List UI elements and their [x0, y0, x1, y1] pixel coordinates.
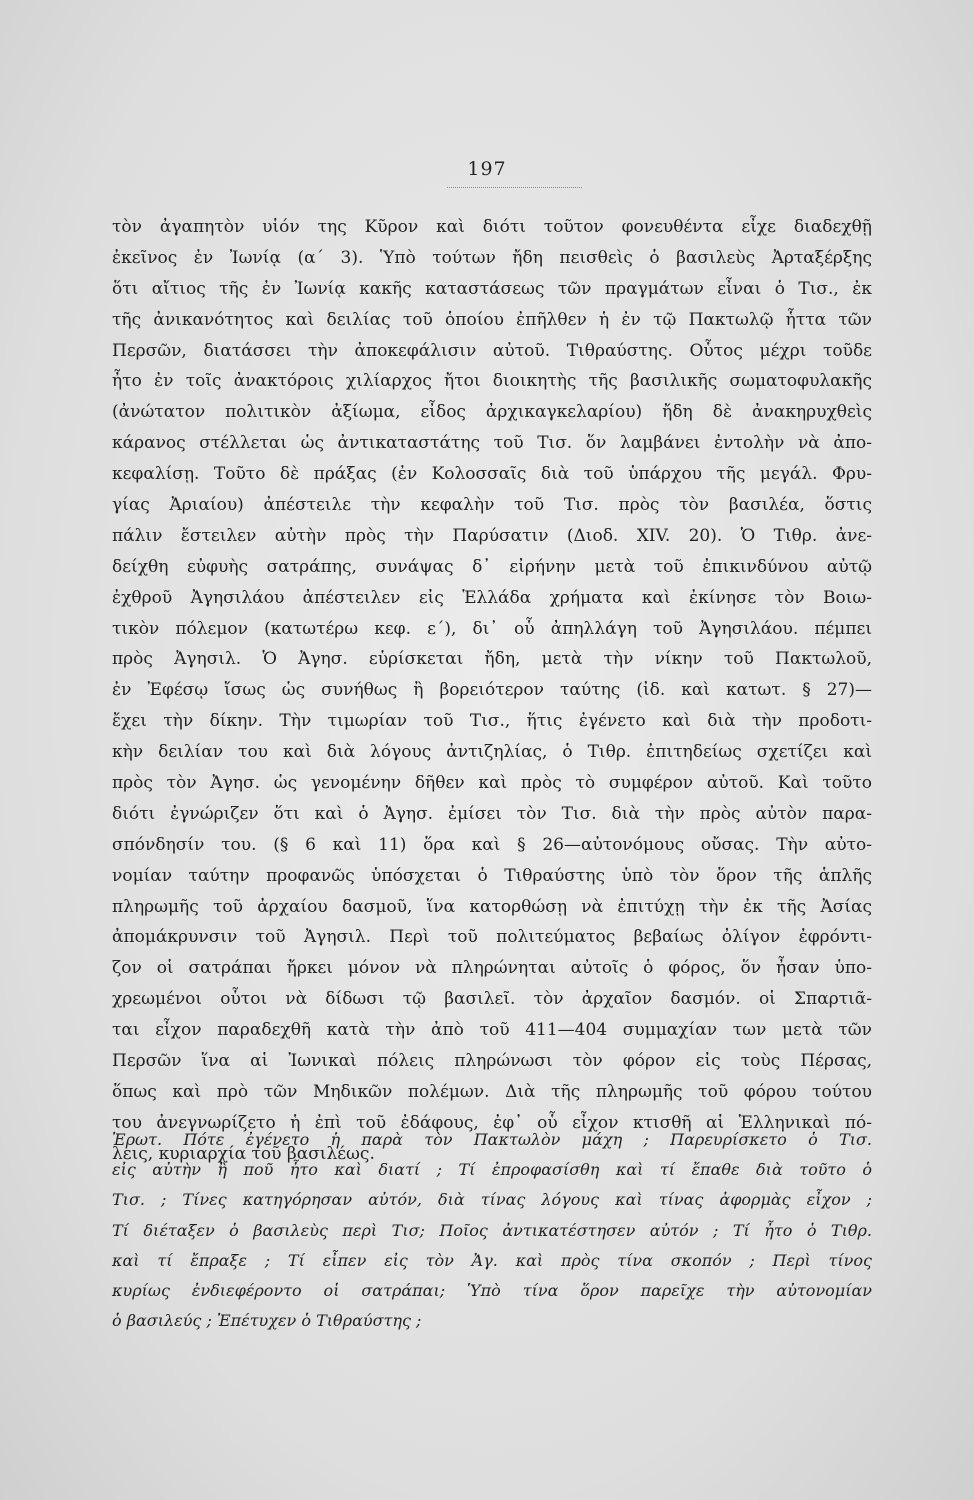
text-line: Περσῶν ἵνα αἱ Ἰωνικαὶ πόλεις πληρώνωσι τὸν φόρον εἰς τοὺς Πέρσας, [112, 1051, 872, 1072]
text-line: κὴν δειλίαν του καὶ διὰ λόγους ἀντιζηλίας, ὁ Τιθρ. ἐπιτηδείως σχετίζει καὶ [112, 742, 872, 763]
text-line: ἀπομάκρυνσιν τοῦ Ἀγησιλ. Περὶ τοῦ πολιτεύματος βεβαίως ὀλίγον ἐφρόντι- [112, 927, 872, 948]
text-line: (ἀνώτατον πολιτικὸν ἀξίωμα, εἶδος ἀρχικαγκελαρίου) ἤδη δὲ ἀνακηρυχθεὶς [112, 402, 872, 423]
text-line: ὅπως καὶ πρὸ τῶν Μηδικῶν πολέμων. Διὰ τῆς πληρωμῆς τοῦ φόρου τούτου [112, 1081, 872, 1102]
main-paragraph [112, 212, 872, 1170]
question-line: καὶ τί ἔπραξε ; Τί εἶπεν εἰς τὸν Ἀγ. καὶ πρὸς τίνα σκοπόν ; Περὶ τίνος [112, 1250, 872, 1270]
text-line: πρὸς τὸν Ἀγησ. ὡς γενομένην δῆθεν καὶ πρὸς τὸ συμφέρον αὐτοῦ. Καὶ τοῦτο [112, 773, 872, 794]
question-line: ὁ βασιλεύς ; Ἐπέτυχεν ὁ Τιθραύστης ; [112, 1311, 422, 1331]
header-rule [447, 187, 582, 188]
page-number: 197 [467, 158, 507, 180]
text-line: τικὸν πόλεμον (κατωτέρω κεφ. ε΄), δι᾽ οὗ ἀπηλλάγη τοῦ Ἀγησιλάου. πέμπει [112, 618, 872, 639]
text-line: ζον οἱ σατράπαι ἤρκει μόνον νὰ πληρώνηται αὐτοῖς ὁ φόρος, ὅν ἦσαν ὑπο- [112, 958, 872, 979]
text-line: χρεωμένοι οὗτοι νὰ δίδωσι τῷ βασιλεῖ. τὸν ἀρχαῖον δασμόν. οἱ Σπαρτιᾶ- [112, 989, 872, 1010]
review-questions [112, 1125, 872, 1336]
text-line: Περσῶν, διατάσσει τὴν ἀποκεφάλισιν αὐτοῦ. Τιθραύστης. Οὗτος μέχρι τοῦδε [112, 340, 872, 361]
text-line: δείχθη εὐφυὴς σατράπης, συνάψας δ᾽ εἰρήνην μετὰ τοῦ ἐπικινδύνου αὐτῷ [112, 556, 872, 577]
text-line: διότι ἐγνώριζεν ὅτι καὶ ὁ Ἀγησ. ἐμίσει τὸν Τισ. διὰ τὴν πρὸς αὐτὸν παρα- [112, 803, 872, 824]
text-line: ὅτι αἴτιος τῆς ἐν Ἰωνίᾳ κακῆς καταστάσεως τῶν πραγμάτων εἶναι ὁ Τισ., ἐκ [112, 278, 872, 299]
text-line: τῆς ἀνικανότητος καὶ δειλίας τοῦ ὁποίου ἐπῆλθεν ἡ ἐν τῷ Πακτωλῷ ἧττα τῶν [112, 309, 872, 330]
text-line: κεφαλίσῃ. Τοῦτο δὲ πράξας (ἐν Κολοσσαῖς διὰ τοῦ ὑπάρχου τῆς μεγάλ. Φρυ- [112, 464, 872, 485]
question-line: Τί διέταξεν ὁ βασιλεὺς περὶ Τισ; Ποῖος ἀντικατέστησεν αὐτόν ; Τί ἦτο ὁ Τιθρ. [112, 1220, 872, 1240]
text-line: γίας Ἀριαίου) ἀπέστειλε τὴν κεφαλὴν τοῦ Τισ. πρὸς τὸν βασιλέα, ὅστις [112, 495, 872, 516]
text-line: ἦτο ἐν τοῖς ἀνακτόροις χιλίαρχος ἤτοι διοικητὴς τῆς βασιλικῆς σωματοφυλακῆς [112, 371, 872, 392]
text-line: ἐκεῖνος ἐν Ἰωνίᾳ (α΄ 3). Ὑπὸ τούτων ἤδη πεισθεὶς ὁ βασιλεὺς Ἀρταξέρξης [112, 247, 872, 268]
text-line: πρὸς Ἀγησιλ. Ὁ Ἀγησ. εὑρίσκεται ἤδη, μετὰ τὴν νίκην τοῦ Πακτωλοῦ, [112, 649, 872, 670]
question-line: Ἐρωτ. Πότε ἐγένετο ἡ παρὰ τὸν Πακτωλὸν μάχη ; Παρευρίσκετο ὁ Τισ. [112, 1130, 872, 1149]
text-line: λεις, κυριαρχία τοῦ βασιλέως. [112, 1143, 375, 1164]
text-line: τὸν ἀγαπητὸν υἱόν της Κῦρον καὶ διότι τοῦτον φονευθέντα εἶχε διαδεχθῇ [112, 217, 872, 237]
text-line: ἐν Ἐφέσῳ ἴσως ὡς συνήθως ἢ βορειότερον ταύτης (ἰδ. καὶ κατωτ. § 27)— [112, 680, 872, 701]
text-line: νομίαν ταύτην προφανῶς ὑπόσχεται ὁ Τιθραύστης ὑπὸ τὸν ὅρον τῆς ἁπλῆς [112, 865, 872, 886]
text-line: ἐχθροῦ Ἀγησιλάου ἀπέστειλεν εἰς Ἑλλάδα χρήματα καὶ ἐκίνησε τὸν Βοιω- [112, 587, 872, 608]
text-line: κάρανος στέλλεται ὡς ἀντικαταστάτης τοῦ Τισ. ὅν λαμβάνει ἐντολὴν νὰ ἀπο- [112, 433, 872, 454]
text-line: ἔχει τὴν δίκην. Τὴν τιμωρίαν τοῦ Τισ., ἥτις ἐγένετο καὶ διὰ τὴν προδοτι- [112, 711, 872, 732]
question-line: Τισ. ; Τίνες κατηγόρησαν αὐτόν, διὰ τίνας λόγους καὶ τίνας ἀφορμὰς εἶχον ; [112, 1190, 872, 1210]
text-line: ται εἶχον παραδεχθῆ κατὰ τὴν ἀπὸ τοῦ 411—404 συμμαχίαν των μετὰ τῶν [112, 1020, 872, 1041]
question-line: κυρίως ἐνδιεφέροντο οἱ σατράπαι; Ὑπὸ τίνα ὅρον παρεῖχε τὴν αὐτονομίαν [112, 1280, 872, 1300]
text-line: σπόνδησίν του. (§ 6 καὶ 11) ὅρα καὶ § 26—αὐτονόμους οὔσας. Τὴν αὐτο- [112, 834, 872, 855]
text-line: πάλιν ἔστειλεν αὐτὴν πρὸς τὴν Παρύσατιν (Διοδ. XIV. 20). Ὁ Τιθρ. ἀνε- [112, 525, 872, 546]
text-line: πληρωμῆς τοῦ ἀρχαίου δασμοῦ, ἵνα κατορθώσῃ νὰ ἐπιτύχῃ τὴν ἐκ τῆς Ἀσίας [112, 896, 872, 917]
text-line: του ἀνεγνωρίζετο ἡ ἐπὶ τοῦ ἐδάφους, ἐφ᾽ οὗ εἶχον κτισθῆ αἱ Ἑλληνικαὶ πό- [112, 1112, 872, 1133]
question-line: εἰς αὐτὴν ἢ ποῦ ἦτο καὶ διατί ; Τί ἐπροφασίσθη καὶ τί ἔπαθε διὰ τοῦτο ὁ [112, 1160, 872, 1180]
